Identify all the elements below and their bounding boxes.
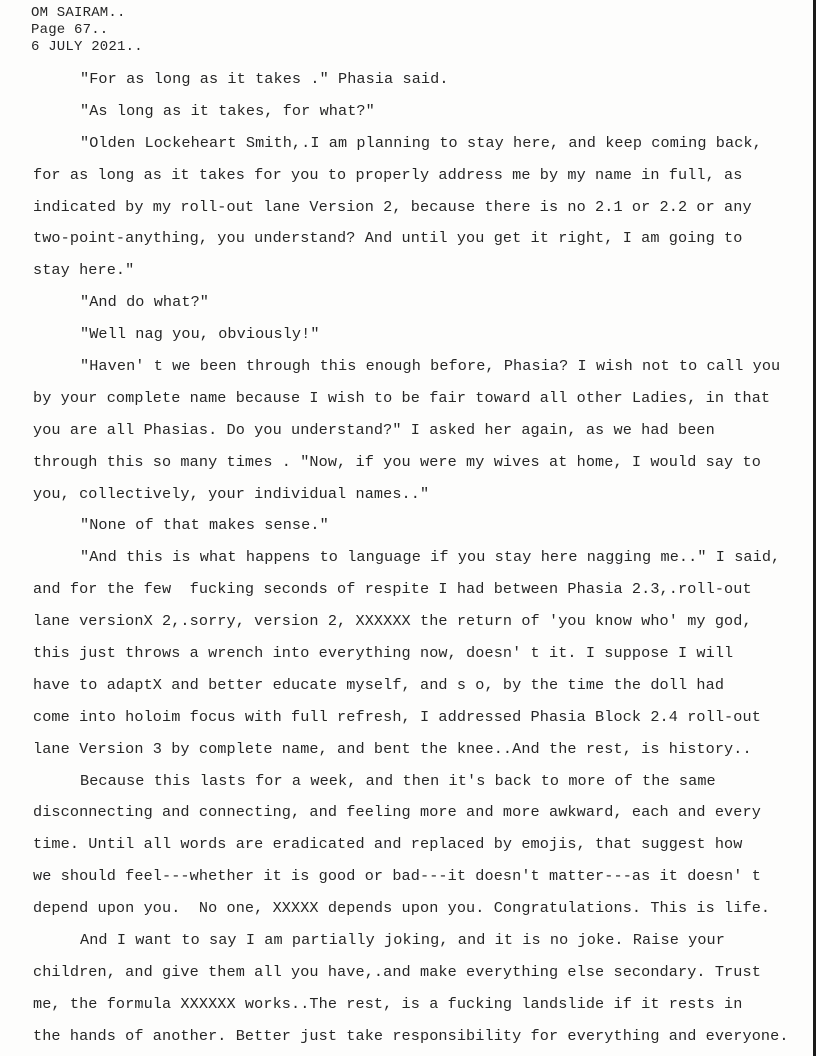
header-title: OM SAIRAM..	[31, 5, 126, 21]
text-line: And I want to say I am partially joking, and it is no joke. Raise your	[80, 931, 725, 950]
text-line: two-point-anything, you understand? And until you get it right, I am going to	[33, 229, 743, 248]
text-line: "And do what?"	[80, 293, 209, 312]
text-line: this just throws a wrench into everything now, doesn' t it. I suppose I will	[33, 644, 734, 663]
text-line: stay here."	[33, 261, 135, 280]
text-line: "None of that makes sense."	[80, 516, 329, 535]
text-line: children, and give them all you have,.and make everything else secondary. Trust	[33, 962, 761, 981]
body-text	[0, 64, 816, 1053]
text-line: depend upon you. No one, XXXXX depends upon you. Congratulations. This is life.	[33, 899, 771, 918]
page-header	[31, 5, 143, 56]
text-line: "For as long as it takes ." Phasia said.	[80, 70, 449, 88]
text-line: "As long as it takes, for what?"	[80, 101, 375, 120]
text-line: you are all Phasias. Do you understand?" I asked her again, as we had been	[33, 420, 715, 439]
text-line: disconnecting and connecting, and feeling more and more awkward, each and every	[33, 803, 761, 822]
text-line: lane versionX 2,.sorry, version 2, XXXXXX the return of 'you know who' my god,	[33, 612, 752, 631]
text-line: "Haven' t we been through this enough before, Phasia? I wish not to call you	[80, 357, 781, 376]
text-line: for as long as it takes for you to properly address me by my name in full, as	[33, 165, 743, 184]
text-line: "And this is what happens to language if you stay here nagging me.." I said,	[80, 548, 781, 567]
text-line: indicated by my roll-out lane Version 2, because there is no 2.1 or 2.2 or any	[33, 197, 752, 216]
page-date: 6 JULY 2021..	[31, 39, 143, 55]
text-line: and for the few fucking seconds of respite I had between Phasia 2.3,.roll-out	[33, 580, 752, 599]
text-line: the hands of another. Better just take responsibility for everything and everyone.	[33, 1026, 789, 1045]
text-line: "Well nag you, obviously!"	[80, 325, 320, 344]
text-line: me, the formula XXXXXX works..The rest, is a fucking landslide if it rests in	[33, 994, 743, 1013]
text-line: Because this lasts for a week, and then it's back to more of the same	[80, 771, 716, 790]
text-line: come into holoim focus with full refresh, I addressed Phasia Block 2.4 roll-out	[33, 707, 761, 726]
text-line: "Olden Lockeheart Smith,.I am planning to stay here, and keep coming back,	[80, 133, 762, 152]
text-line: time. Until all words are eradicated and replaced by emojis, that suggest how	[33, 835, 743, 854]
text-line: through this so many times . "Now, if you were my wives at home, I would say to	[33, 452, 761, 471]
text-line: lane Version 3 by complete name, and bent the knee..And the rest, is history..	[33, 739, 752, 758]
text-line: we should feel---whether it is good or bad---it doesn't matter---as it doesn' t	[33, 867, 761, 886]
text-line: by your complete name because I wish to be fair toward all other Ladies, in that	[33, 388, 771, 407]
text-line: have to adaptX and better educate myself, and s o, by the time the doll had	[33, 675, 725, 694]
page-number: Page 67..	[31, 22, 109, 38]
text-line: you, collectively, your individual names.."	[33, 484, 430, 503]
